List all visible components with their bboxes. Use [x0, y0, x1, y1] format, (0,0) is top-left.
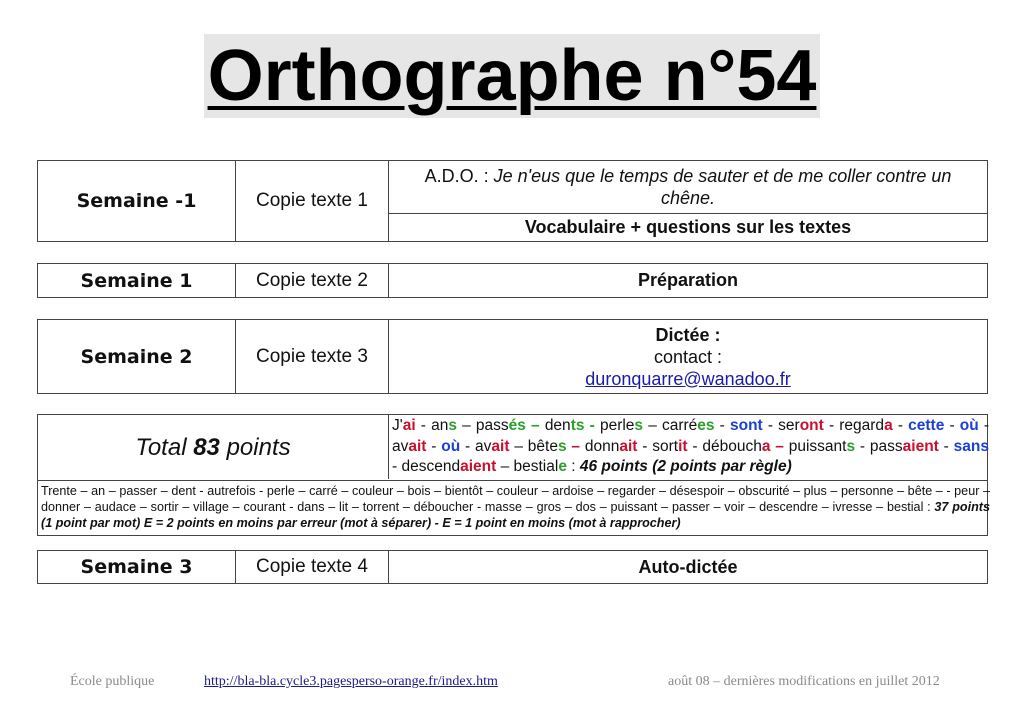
contact-label: contact : [653, 346, 723, 367]
week-label: Semaine -1 [76, 190, 197, 212]
vocab-label: Vocabulaire + questions sur les textes [524, 217, 852, 237]
week-label: Semaine 3 [80, 556, 193, 578]
ado-sentence: A.D.O. : Je n'eus que le temps de sauter et de me coller contre un chêne. [424, 166, 952, 208]
week-1-row [37, 263, 988, 298]
vocabulary-list: Trente – an – passer – dent - autrefois - perle – carré – couleur – bois – bientôt – couleur – ardoise – regarder – désespoir – obscurité – plus – personne – bête – - peur – donner – audace – sortir – village – courant - dans – lit – torrent – déboucher - masse – gros – dos – puissant – passer – voir – descendre – ivresse – bestial : 37 points (1 point par mot) E = 2 points en moins par erreur (mot à séparer) - E = 1 point en moins (mot à rapprocher) [41, 484, 990, 530]
week-3-row [37, 550, 988, 584]
copy-label: Copie texte 1 [256, 190, 368, 211]
dictee-cell [389, 320, 987, 393]
page-title: Orthographe n°54 [204, 34, 820, 118]
copy-label: Copie texte 3 [256, 345, 368, 367]
copy-label: Copie texte 4 [256, 556, 368, 577]
footer-url-link[interactable]: http://bla-bla.cycle3.pagesperso-orange.fr/index.htm [204, 674, 498, 689]
footer-modified: août 08 – dernières modifications en juillet 2012 [668, 674, 940, 689]
footer-school: École publique [70, 674, 155, 689]
activity-label: Auto-dictée [638, 556, 738, 577]
words-list-colored: J'ai - ans – passés – dents - perles – carrées - sont - seront - regarda - cette - où - avait - où - avait – bêtes – donnait - sortit - déboucha – puissants - passaient - sans - descendaient – bestiale : 46 points (2 points par règle) [392, 417, 990, 475]
activity-label: Préparation [637, 270, 739, 290]
week-minus-1-row [37, 160, 988, 242]
copy-label: Copie texte 2 [256, 269, 368, 291]
week-2-row [37, 319, 988, 394]
total-block [37, 414, 988, 536]
dictee-label: Dictée : [655, 324, 721, 345]
week-label: Semaine 1 [80, 269, 193, 292]
week-label: Semaine 2 [80, 345, 193, 368]
total-points: Total 83 points [135, 433, 291, 461]
email-link[interactable]: duronquarre@wanadoo.fr [585, 368, 791, 389]
